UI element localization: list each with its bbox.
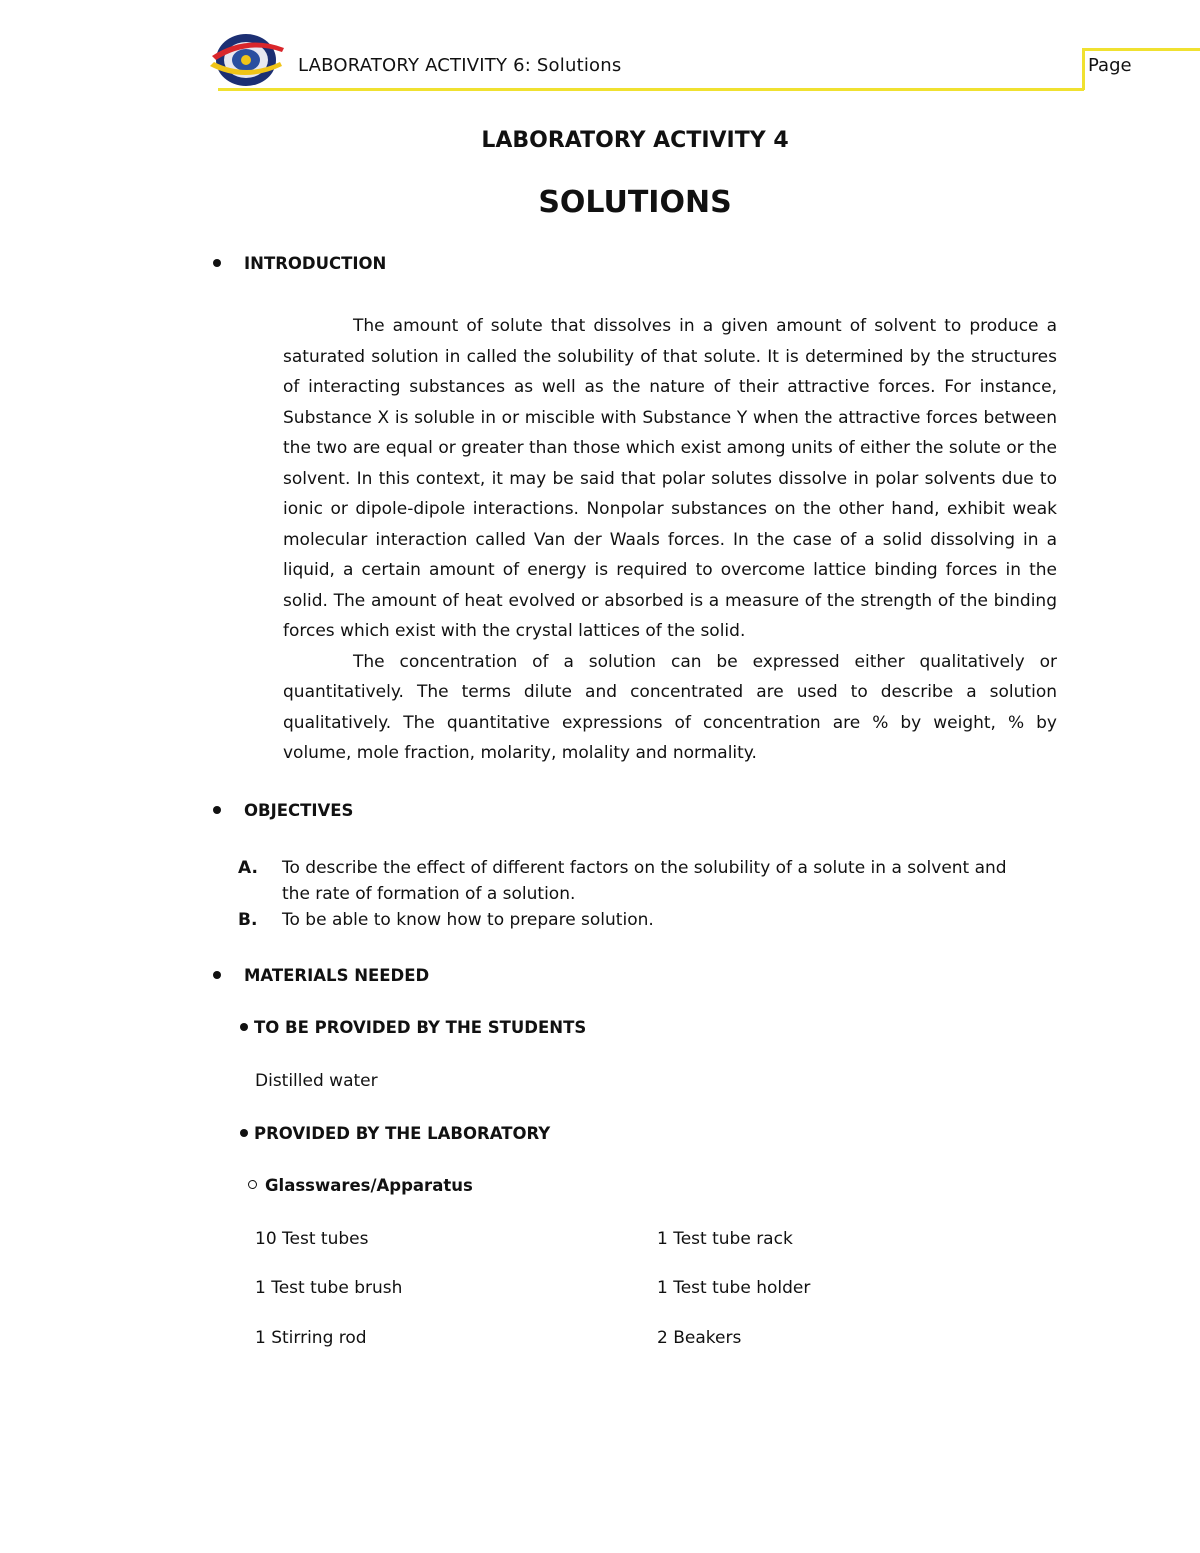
glassware-heading: Glasswares/Apparatus	[248, 1176, 473, 1195]
hollow-bullet-icon	[248, 1180, 257, 1189]
document-subtitle: LABORATORY ACTIVITY 4	[481, 128, 789, 153]
objectives-heading: OBJECTIVES	[213, 801, 353, 820]
bullet-icon	[213, 806, 221, 814]
bullet-icon	[213, 259, 221, 267]
objective-item: B. To be able to know how to prepare solution.	[238, 910, 654, 930]
bullet-icon	[213, 971, 221, 979]
introduction-body	[283, 311, 1057, 769]
materials-heading: MATERIALS NEEDED	[213, 966, 429, 985]
introduction-heading: INTRODUCTION	[213, 254, 386, 273]
glassware-item: 1 Test tube rack	[657, 1229, 793, 1249]
students-heading: TO BE PROVIDED BY THE STUDENTS	[240, 1018, 586, 1037]
glassware-item: 10 Test tubes	[255, 1229, 369, 1249]
objective-item: A. To describe the effect of different factors on the solubility of a solute in a solvent and the rate of formation of a solution.	[238, 858, 1007, 904]
student-material-item: Distilled water	[255, 1071, 378, 1091]
laboratory-heading: PROVIDED BY THE LABORATORY	[240, 1124, 550, 1143]
intro-paragraph-1: The amount of solute that dissolves in a given amount of solvent to produce a saturated solution in called the solubility of that solute. It is determined by the structures of interacting substances as well as the nature of their attractive forces. For instance, Substance X is soluble in or miscible with Substance Y when the attractive forces between the two are equal or greater than those which exist among units of either the solute or the solvent. In this context, it may be said that polar solutes dissolve in polar solvents due to ionic or dipole-dipole interactions. Nonpolar substances on the other hand, exhibit weak molecular interaction called Van der Waals forces. In the case of a solid dissolving in a liquid, a certain amount of energy is required to overcome lattice binding forces in the solid. The amount of heat evolved or absorbed is a measure of the strength of the binding forces which exist with the crystal lattices of the solid.	[283, 316, 1057, 641]
glassware-item: 2 Beakers	[657, 1328, 742, 1348]
glassware-item: 1 Test tube brush	[255, 1278, 403, 1298]
page-label: Page	[1088, 55, 1132, 76]
header-title: LABORATORY ACTIVITY 6: Solutions	[298, 55, 622, 76]
header-divider	[218, 88, 1084, 91]
document-title: SOLUTIONS	[538, 185, 732, 220]
bullet-icon	[240, 1129, 248, 1137]
glassware-item: 1 Stirring rod	[255, 1328, 367, 1348]
glassware-item: 1 Test tube holder	[657, 1278, 811, 1298]
school-logo	[208, 26, 286, 90]
bullet-icon	[240, 1023, 248, 1031]
intro-paragraph-2: The concentration of a solution can be expressed either qualitatively or quantitatively. The terms dilute and concentrated are used to describe a solution qualitatively. The quantitative expressions of concentration are % by weight, % by volume, mole fraction, molarity, molality and normality.	[283, 651, 1057, 763]
